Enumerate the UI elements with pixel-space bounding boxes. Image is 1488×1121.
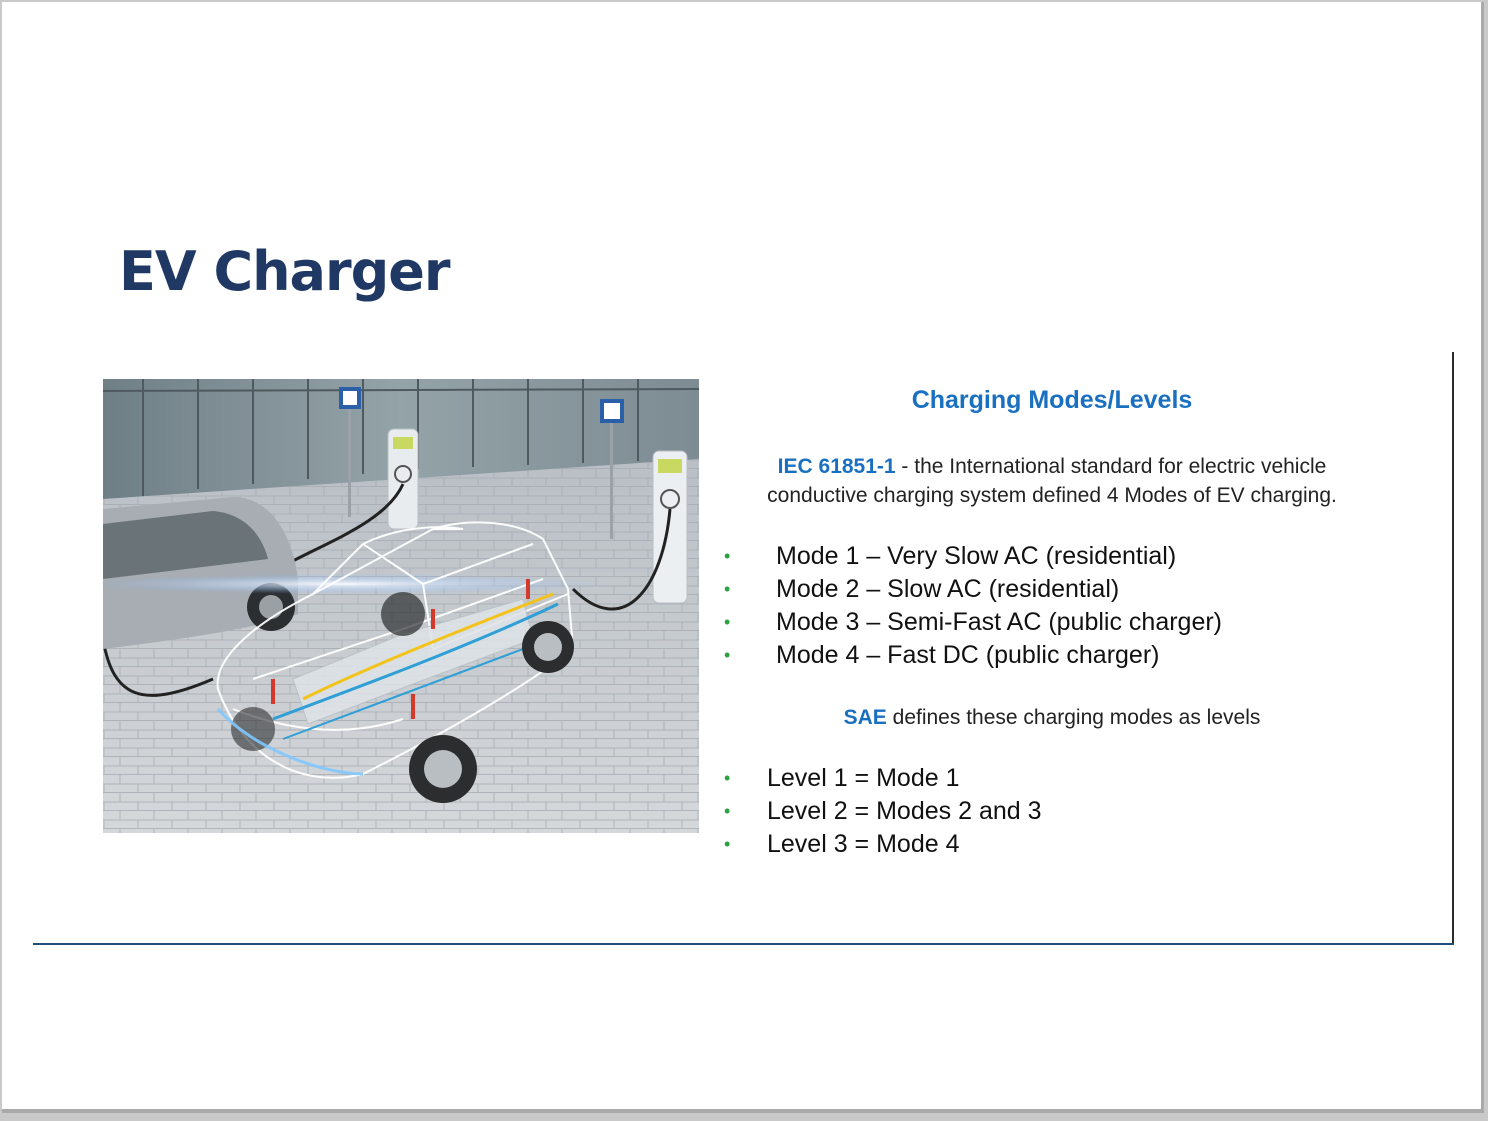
bullet-icon: • xyxy=(724,579,731,599)
intro-line-1-rest: - the International standard for electric vehicle xyxy=(895,455,1327,478)
slide xyxy=(2,2,1484,1113)
intro-line-1 xyxy=(702,452,1402,481)
sae-org: SAE xyxy=(843,706,887,729)
list-item: • Mode 1 – Very Slow AC (residential) xyxy=(724,540,1222,573)
list-item: • Level 1 = Mode 1 xyxy=(724,762,1042,795)
frame-right-border xyxy=(1452,352,1454,945)
ev-charging-car-image xyxy=(103,379,699,833)
modes-list xyxy=(724,540,1222,672)
standard-name: IEC 61851-1 xyxy=(777,455,896,478)
sae-paragraph xyxy=(702,706,1402,730)
list-item: • Mode 4 – Fast DC (public charger) xyxy=(724,639,1222,672)
bullet-icon: • xyxy=(724,645,731,665)
list-item: • Level 3 = Mode 4 xyxy=(724,828,1042,861)
intro-paragraph xyxy=(702,452,1402,510)
bullet-icon: • xyxy=(724,768,731,788)
slide-title: EV Charger xyxy=(119,240,450,303)
list-item: • Mode 3 – Semi-Fast AC (public charger) xyxy=(724,606,1222,639)
footer-rule xyxy=(33,943,1454,945)
section-heading: Charging Modes/Levels xyxy=(911,386,1193,414)
list-item: • Mode 2 – Slow AC (residential) xyxy=(724,573,1222,606)
sae-rest: defines these charging modes as levels xyxy=(886,706,1261,729)
bullet-icon: • xyxy=(724,612,731,632)
bullet-icon: • xyxy=(724,834,731,854)
list-item: • Level 2 = Modes 2 and 3 xyxy=(724,795,1042,828)
ev-car-illustration-icon xyxy=(103,379,699,833)
intro-line-2: conductive charging system defined 4 Modes of EV charging. xyxy=(767,484,1337,507)
bullet-icon: • xyxy=(724,546,731,566)
bullet-icon: • xyxy=(724,801,731,821)
levels-list xyxy=(724,762,1042,861)
